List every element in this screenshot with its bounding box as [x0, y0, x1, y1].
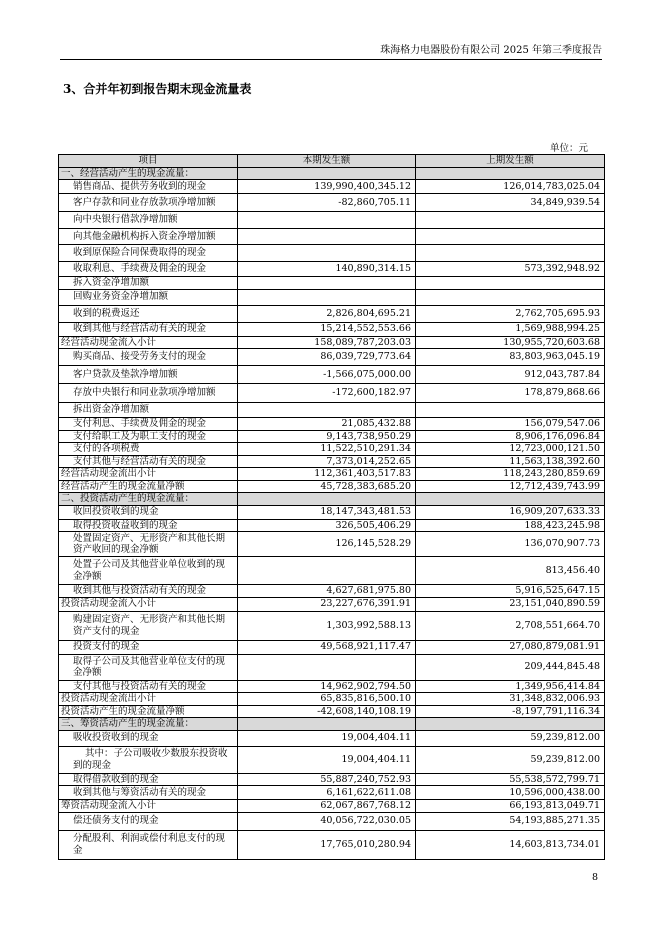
table-row — [59, 366, 605, 384]
table-row — [59, 443, 605, 456]
row-label: 处置固定资产、无形资产和其他长期资产收回的现金净额 — [59, 532, 238, 557]
previous-period-amount — [416, 229, 605, 245]
row-label: 分配股利、利润或偿付利息支付的现金 — [59, 830, 238, 859]
previous-period-amount: 912,043,787.84 — [416, 366, 605, 384]
table-row — [59, 322, 605, 336]
previous-period-amount: 1,349,956,414.84 — [416, 680, 605, 693]
previous-period-amount: 126,014,783,025.04 — [416, 180, 605, 194]
current-period-amount — [238, 167, 416, 180]
row-label: 经营活动现金流入小计 — [59, 336, 238, 349]
table-row — [59, 812, 605, 830]
table-row — [59, 336, 605, 349]
report-header: 珠海格力电器股份有限公司 2025 年第三季度报告 — [380, 45, 602, 56]
row-label: 向其他金融机构拆入资金净增加额 — [59, 229, 238, 245]
row-label: 向中央银行借款净增加额 — [59, 212, 238, 229]
table-row — [59, 640, 605, 654]
current-period-amount — [238, 212, 416, 229]
previous-period-amount: 2,708,551,664.70 — [416, 611, 605, 640]
table-row — [59, 705, 605, 718]
row-label: 二、投资活动产生的现金流量： — [59, 493, 238, 506]
table-row — [59, 289, 605, 305]
previous-period-amount: 55,538,572,799.71 — [416, 773, 605, 786]
previous-period-amount: 8,906,176,096.84 — [416, 430, 605, 443]
current-period-amount: 17,765,010,280.94 — [238, 830, 416, 859]
current-period-amount: -82,860,705.11 — [238, 194, 416, 212]
row-label: 吸收投资收到的现金 — [59, 730, 238, 746]
previous-period-amount: 188,423,245.98 — [416, 519, 605, 532]
current-period-amount: 112,361,403,517.83 — [238, 468, 416, 481]
table-row — [59, 418, 605, 431]
row-label: 处置子公司及其他营业单位收到的现金净额 — [59, 557, 238, 585]
table-row — [59, 349, 605, 366]
section-title: 3、合并年初到报告期末现金流量表 — [63, 82, 252, 96]
current-period-amount — [238, 229, 416, 245]
table-row — [59, 519, 605, 532]
current-period-amount: 86,039,729,773.64 — [238, 349, 416, 366]
table-row — [59, 229, 605, 245]
previous-period-amount: 27,080,879,081.91 — [416, 640, 605, 654]
previous-period-amount: 54,193,885,271.35 — [416, 812, 605, 830]
current-period-amount: -42,608,140,108.19 — [238, 705, 416, 718]
table-row — [59, 505, 605, 519]
unit-label: 单位：元 — [549, 143, 588, 154]
row-label: 存放中央银行和同业款项净增加额 — [59, 384, 238, 403]
current-period-amount: 6,161,622,611.08 — [238, 786, 416, 800]
table-row — [59, 557, 605, 585]
previous-period-amount — [416, 212, 605, 229]
row-label: 取得子公司及其他营业单位支付的现金净额 — [59, 654, 238, 680]
row-label: 支付给职工及为职工支付的现金 — [59, 430, 238, 443]
current-period-amount: 9,143,738,950.29 — [238, 430, 416, 443]
previous-period-amount: 5,916,525,647.15 — [416, 585, 605, 598]
previous-period-amount: 59,239,812.00 — [416, 730, 605, 746]
row-label: 一、经营活动产生的现金流量： — [59, 167, 238, 180]
previous-period-amount: 130,955,720,603.68 — [416, 336, 605, 349]
table-row — [59, 245, 605, 262]
current-period-amount: 23,227,676,391.91 — [238, 597, 416, 611]
current-period-amount — [238, 245, 416, 262]
row-label: 客户贷款及垫款净增加额 — [59, 366, 238, 384]
table-row — [59, 718, 605, 731]
current-period-amount — [238, 403, 416, 418]
row-label: 投资支付的现金 — [59, 640, 238, 654]
table-row — [59, 654, 605, 680]
previous-period-amount: 11,563,138,392.60 — [416, 455, 605, 468]
column-header-current: 本期发生额 — [238, 155, 416, 168]
table-header-row — [59, 155, 605, 168]
previous-period-amount — [416, 277, 605, 290]
previous-period-amount: -8,197,791,116.34 — [416, 705, 605, 718]
previous-period-amount: 1,569,988,994.25 — [416, 322, 605, 336]
previous-period-amount — [416, 245, 605, 262]
row-label: 投资活动现金流入小计 — [59, 597, 238, 611]
current-period-amount — [238, 289, 416, 305]
table-row — [59, 532, 605, 557]
current-period-amount: 326,505,406.29 — [238, 519, 416, 532]
current-period-amount: 158,089,787,203.03 — [238, 336, 416, 349]
row-label: 收取利息、手续费及佣金的现金 — [59, 262, 238, 277]
table-row — [59, 480, 605, 493]
previous-period-amount: 59,239,812.00 — [416, 746, 605, 773]
table-row — [59, 305, 605, 322]
page-number: 8 — [591, 872, 598, 883]
table-row — [59, 493, 605, 506]
row-label: 支付其他与投资活动有关的现金 — [59, 680, 238, 693]
row-label: 拆出资金净增加额 — [59, 403, 238, 418]
table-row — [59, 830, 605, 859]
row-label: 投资活动产生的现金流量净额 — [59, 705, 238, 718]
row-label: 收到原保险合同保费取得的现金 — [59, 245, 238, 262]
table-row — [59, 611, 605, 640]
row-label: 偿还债务支付的现金 — [59, 812, 238, 830]
previous-period-amount: 31,348,832,006.93 — [416, 693, 605, 706]
row-label: 收到其他与经营活动有关的现金 — [59, 322, 238, 336]
current-period-amount — [238, 493, 416, 506]
current-period-amount: 1,303,992,588.13 — [238, 611, 416, 640]
current-period-amount: 4,627,681,975.80 — [238, 585, 416, 598]
table-row — [59, 786, 605, 800]
current-period-amount: 40,056,722,030.05 — [238, 812, 416, 830]
table-row — [59, 194, 605, 212]
current-period-amount: 14,962,902,794.50 — [238, 680, 416, 693]
cash-flow-table — [58, 154, 605, 860]
current-period-amount: 126,145,528.29 — [238, 532, 416, 557]
table-row — [59, 597, 605, 611]
current-period-amount: 19,004,404.11 — [238, 730, 416, 746]
row-label: 购买商品、接受劳务支付的现金 — [59, 349, 238, 366]
row-label: 购建固定资产、无形资产和其他长期资产支付的现金 — [59, 611, 238, 640]
table-row — [59, 167, 605, 180]
table-row — [59, 773, 605, 786]
table-body — [59, 167, 605, 859]
table-row — [59, 455, 605, 468]
current-period-amount: 7,373,014,252.65 — [238, 455, 416, 468]
row-label: 回购业务资金净增加额 — [59, 289, 238, 305]
current-period-amount: 49,568,921,117.47 — [238, 640, 416, 654]
current-period-amount: 15,214,552,553.66 — [238, 322, 416, 336]
row-label: 收到的税费返还 — [59, 305, 238, 322]
row-label: 经营活动现金流出小计 — [59, 468, 238, 481]
row-label: 支付的各项税费 — [59, 443, 238, 456]
previous-period-amount — [416, 403, 605, 418]
table-row — [59, 430, 605, 443]
table-row — [59, 180, 605, 194]
column-header-item: 项目 — [59, 155, 238, 168]
row-label: 投资活动现金流出小计 — [59, 693, 238, 706]
previous-period-amount: 118,243,280,859.69 — [416, 468, 605, 481]
previous-period-amount: 156,079,547.06 — [416, 418, 605, 431]
current-period-amount — [238, 557, 416, 585]
previous-period-amount: 66,193,813,049.71 — [416, 800, 605, 813]
row-label: 收到其他与筹资活动有关的现金 — [59, 786, 238, 800]
previous-period-amount: 23,151,040,890.59 — [416, 597, 605, 611]
previous-period-amount: 136,070,907.73 — [416, 532, 605, 557]
row-label: 客户存款和同业存放款项净增加额 — [59, 194, 238, 212]
previous-period-amount: 209,444,845.48 — [416, 654, 605, 680]
previous-period-amount: 83,803,963,045.19 — [416, 349, 605, 366]
table-row — [59, 730, 605, 746]
row-label: 支付利息、手续费及佣金的现金 — [59, 418, 238, 431]
row-label: 其中：子公司吸收少数股东投资收到的现金 — [59, 746, 238, 773]
current-period-amount: -172,600,182.97 — [238, 384, 416, 403]
previous-period-amount: 178,879,868.66 — [416, 384, 605, 403]
previous-period-amount: 16,909,207,633.33 — [416, 505, 605, 519]
table-row — [59, 262, 605, 277]
current-period-amount: 19,004,404.11 — [238, 746, 416, 773]
row-label: 拆入资金净增加额 — [59, 277, 238, 290]
current-period-amount — [238, 718, 416, 731]
row-label: 支付其他与经营活动有关的现金 — [59, 455, 238, 468]
table-row — [59, 403, 605, 418]
current-period-amount: 65,835,816,500.10 — [238, 693, 416, 706]
current-period-amount — [238, 654, 416, 680]
current-period-amount: 55,887,240,752.93 — [238, 773, 416, 786]
previous-period-amount — [416, 167, 605, 180]
table-row — [59, 585, 605, 598]
row-label: 筹资活动现金流入小计 — [59, 800, 238, 813]
table-row — [59, 800, 605, 813]
row-label: 销售商品、提供劳务收到的现金 — [59, 180, 238, 194]
row-label: 三、筹资活动产生的现金流量： — [59, 718, 238, 731]
column-header-previous: 上期发生额 — [416, 155, 605, 168]
current-period-amount: 140,890,314.15 — [238, 262, 416, 277]
header-divider — [60, 59, 602, 60]
row-label: 经营活动产生的现金流量净额 — [59, 480, 238, 493]
table-row — [59, 746, 605, 773]
row-label: 取得借款收到的现金 — [59, 773, 238, 786]
table-row — [59, 468, 605, 481]
previous-period-amount: 12,723,000,121.50 — [416, 443, 605, 456]
table-row — [59, 212, 605, 229]
current-period-amount: 21,085,432.88 — [238, 418, 416, 431]
row-label: 收到其他与投资活动有关的现金 — [59, 585, 238, 598]
current-period-amount: 45,728,383,685.20 — [238, 480, 416, 493]
previous-period-amount: 813,456.40 — [416, 557, 605, 585]
row-label: 取得投资收益收到的现金 — [59, 519, 238, 532]
previous-period-amount: 10,596,000,438.00 — [416, 786, 605, 800]
previous-period-amount: 2,762,705,695.93 — [416, 305, 605, 322]
previous-period-amount: 34,849,939.54 — [416, 194, 605, 212]
current-period-amount — [238, 277, 416, 290]
current-period-amount: 62,067,867,768.12 — [238, 800, 416, 813]
row-label: 收回投资收到的现金 — [59, 505, 238, 519]
previous-period-amount: 12,712,439,743.99 — [416, 480, 605, 493]
table-row — [59, 384, 605, 403]
previous-period-amount — [416, 718, 605, 731]
previous-period-amount — [416, 493, 605, 506]
table-row — [59, 680, 605, 693]
table-row — [59, 693, 605, 706]
table-row — [59, 277, 605, 290]
current-period-amount: 11,522,510,291.34 — [238, 443, 416, 456]
current-period-amount: -1,566,075,000.00 — [238, 366, 416, 384]
previous-period-amount: 14,603,813,734.01 — [416, 830, 605, 859]
previous-period-amount: 573,392,948.92 — [416, 262, 605, 277]
current-period-amount: 139,990,400,345.12 — [238, 180, 416, 194]
previous-period-amount — [416, 289, 605, 305]
current-period-amount: 2,826,804,695.21 — [238, 305, 416, 322]
current-period-amount: 18,147,343,481.53 — [238, 505, 416, 519]
